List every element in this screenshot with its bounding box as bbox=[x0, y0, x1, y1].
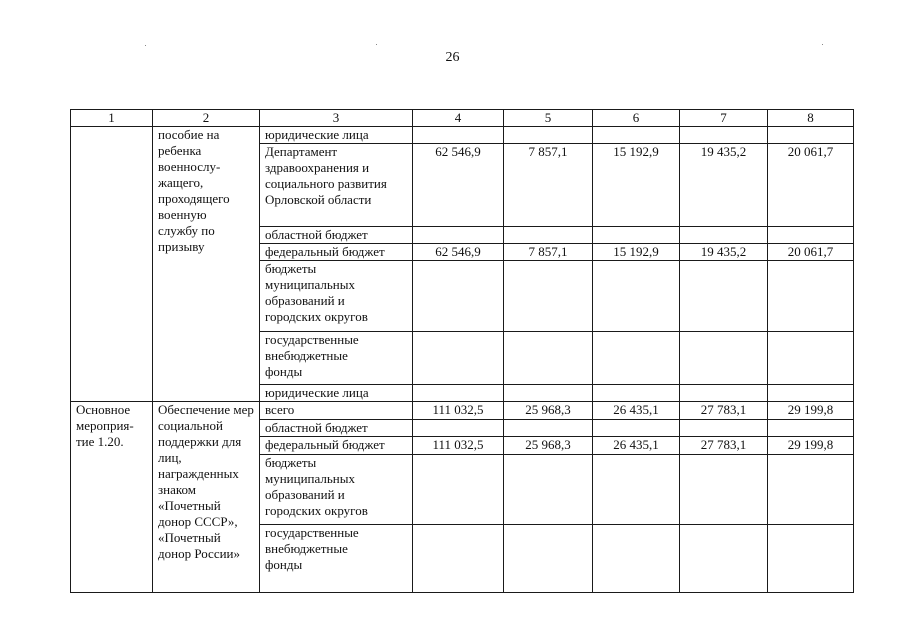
value-cell bbox=[593, 455, 680, 525]
value-cell bbox=[593, 385, 680, 402]
value-cell: 7 857,1 bbox=[504, 144, 593, 227]
value-cell: 111 032,5 bbox=[413, 402, 504, 420]
value-cell bbox=[413, 455, 504, 525]
value-cell bbox=[413, 420, 504, 437]
value-cell bbox=[768, 525, 854, 593]
column-header: 5 bbox=[504, 110, 593, 127]
value-cell: 62 546,9 bbox=[413, 144, 504, 227]
funding-source: бюджеты муниципальных образований и городских округов bbox=[260, 261, 413, 332]
column-header: 2 bbox=[153, 110, 260, 127]
value-cell bbox=[413, 385, 504, 402]
value-cell bbox=[593, 261, 680, 332]
funding-source: государственные внебюджетные фонды bbox=[260, 332, 413, 385]
funding-source: юридические лица bbox=[260, 385, 413, 402]
funding-source: государственные внебюджетные фонды bbox=[260, 525, 413, 593]
value-cell: 15 192,9 bbox=[593, 244, 680, 261]
value-cell: 7 857,1 bbox=[504, 244, 593, 261]
value-cell: 19 435,2 bbox=[680, 244, 768, 261]
value-cell: 62 546,9 bbox=[413, 244, 504, 261]
funding-source: областной бюджет bbox=[260, 420, 413, 437]
value-cell bbox=[680, 127, 768, 144]
value-cell: 26 435,1 bbox=[593, 437, 680, 455]
value-cell bbox=[680, 525, 768, 593]
value-cell bbox=[768, 455, 854, 525]
table-row bbox=[71, 127, 854, 144]
value-cell bbox=[768, 227, 854, 244]
funding-source: бюджеты муниципальных образований и городских округов bbox=[260, 455, 413, 525]
funding-source: федеральный бюджет bbox=[260, 437, 413, 455]
scan-speck bbox=[376, 44, 377, 45]
value-cell bbox=[593, 420, 680, 437]
value-cell bbox=[593, 525, 680, 593]
funding-source: областной бюджет bbox=[260, 227, 413, 244]
value-cell bbox=[680, 332, 768, 385]
description-cell: Обеспечение мер социальной поддержки для лиц, награжденных знаком «Почетный донор СССР», «Почетный донор России» bbox=[153, 402, 260, 593]
column-header: 1 bbox=[71, 110, 153, 127]
value-cell: 20 061,7 bbox=[768, 244, 854, 261]
value-cell bbox=[680, 455, 768, 525]
value-cell bbox=[768, 420, 854, 437]
funding-source: федеральный бюджет bbox=[260, 244, 413, 261]
value-cell bbox=[768, 127, 854, 144]
value-cell bbox=[593, 332, 680, 385]
column-header: 4 bbox=[413, 110, 504, 127]
value-cell bbox=[680, 261, 768, 332]
funding-source: всего bbox=[260, 402, 413, 420]
column-header: 7 bbox=[680, 110, 768, 127]
value-cell bbox=[504, 261, 593, 332]
column-header: 8 bbox=[768, 110, 854, 127]
value-cell bbox=[504, 385, 593, 402]
value-cell bbox=[768, 385, 854, 402]
value-cell bbox=[680, 385, 768, 402]
value-cell: 25 968,3 bbox=[504, 402, 593, 420]
value-cell bbox=[593, 127, 680, 144]
value-cell bbox=[504, 455, 593, 525]
page-number: 26 bbox=[445, 50, 460, 65]
value-cell: 29 199,8 bbox=[768, 437, 854, 455]
value-cell bbox=[680, 227, 768, 244]
value-cell: 15 192,9 bbox=[593, 144, 680, 227]
value-cell: 111 032,5 bbox=[413, 437, 504, 455]
scan-speck bbox=[145, 45, 146, 46]
column-header: 6 bbox=[593, 110, 680, 127]
value-cell: 27 783,1 bbox=[680, 437, 768, 455]
value-cell: 19 435,2 bbox=[680, 144, 768, 227]
value-cell: 20 061,7 bbox=[768, 144, 854, 227]
value-cell bbox=[768, 261, 854, 332]
value-cell bbox=[768, 332, 854, 385]
value-cell bbox=[504, 525, 593, 593]
value-cell: 27 783,1 bbox=[680, 402, 768, 420]
value-cell bbox=[593, 227, 680, 244]
value-cell bbox=[504, 332, 593, 385]
value-cell bbox=[413, 127, 504, 144]
table-header-row bbox=[71, 110, 854, 127]
value-cell bbox=[413, 261, 504, 332]
value-cell bbox=[504, 420, 593, 437]
measure-cell: Основное мероприя-тие 1.20. bbox=[71, 402, 153, 593]
value-cell bbox=[504, 127, 593, 144]
value-cell: 25 968,3 bbox=[504, 437, 593, 455]
value-cell bbox=[413, 332, 504, 385]
column-header: 3 bbox=[260, 110, 413, 127]
budget-table bbox=[70, 109, 854, 593]
scan-speck bbox=[822, 44, 823, 45]
description-cell: пособие на ребенка военнослу-жащего, проходящего военную службу по призыву bbox=[153, 127, 260, 402]
funding-source: юридические лица bbox=[260, 127, 413, 144]
value-cell: 26 435,1 bbox=[593, 402, 680, 420]
measure-cell bbox=[71, 127, 153, 402]
value-cell bbox=[680, 420, 768, 437]
table-row bbox=[71, 402, 854, 420]
value-cell: 29 199,8 bbox=[768, 402, 854, 420]
funding-source: Департамент здравоохранения и социального развития Орловской области bbox=[260, 144, 413, 227]
value-cell bbox=[413, 525, 504, 593]
value-cell bbox=[413, 227, 504, 244]
value-cell bbox=[504, 227, 593, 244]
